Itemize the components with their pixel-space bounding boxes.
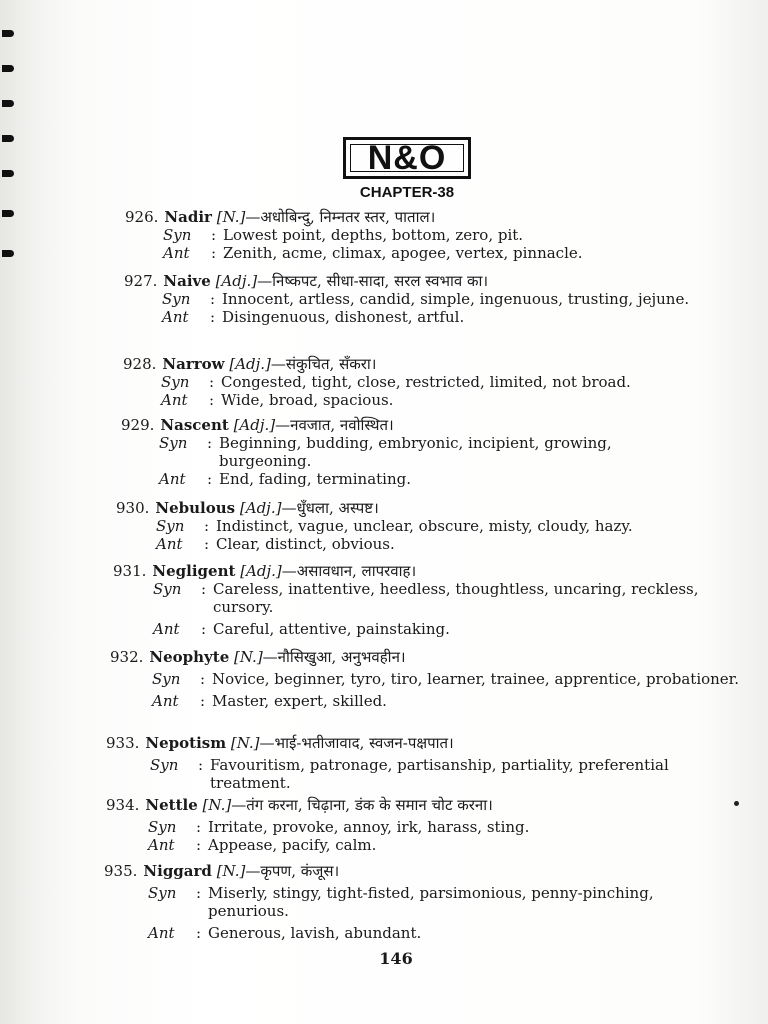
antonym-text: Zenith, acme, climax, apogee, vertex, pinnacle. bbox=[223, 244, 583, 262]
synonym-text: Novice, beginner, tyro, tiro, learner, trainee, apprentice, probationer. bbox=[212, 670, 739, 688]
synonym-text: Beginning, budding, embryonic, incipient, growing, burgeoning. bbox=[219, 434, 612, 470]
entry-word: Niggard bbox=[143, 862, 212, 880]
entry-number: 931. bbox=[113, 562, 147, 580]
separator: : bbox=[209, 373, 215, 391]
entry-pos: [N.] bbox=[234, 648, 263, 666]
synonym-label: Syn bbox=[161, 373, 190, 391]
entry-927 bbox=[124, 272, 724, 326]
antonym-text: Generous, lavish, abundant. bbox=[208, 924, 422, 942]
page-number: 146 bbox=[379, 949, 413, 968]
entry-932 bbox=[110, 648, 739, 710]
antonym-line bbox=[152, 692, 710, 710]
antonym-label: Ant bbox=[148, 924, 175, 942]
entry-pos: [Adj.] bbox=[215, 272, 258, 290]
antonym-label: Ant bbox=[161, 391, 188, 409]
separator: : bbox=[209, 391, 215, 409]
entry-meaning: —कृपण, कंजूस। bbox=[245, 862, 340, 880]
chapter-label: CHAPTER-38 bbox=[359, 184, 455, 201]
synonym-label: Syn bbox=[148, 818, 177, 836]
entry-number: 927. bbox=[124, 272, 158, 290]
synonym-line bbox=[153, 580, 713, 616]
entry-headline bbox=[125, 208, 725, 226]
binding-hole bbox=[2, 100, 14, 107]
synonym-label: Syn bbox=[159, 434, 188, 452]
antonym-text: Careful, attentive, painstaking. bbox=[213, 620, 450, 638]
separator: : bbox=[207, 434, 213, 452]
synonym-text: Careless, inattentive, heedless, thoughtless, uncaring, reckless, cursory. bbox=[213, 580, 699, 616]
synonym-label: Syn bbox=[162, 290, 191, 308]
entry-pos: [Adj.] bbox=[229, 355, 271, 373]
synonym-text: Irritate, provoke, annoy, irk, harass, sting. bbox=[208, 818, 530, 836]
antonym-text: Master, expert, skilled. bbox=[212, 692, 387, 710]
synonym-label: Syn bbox=[148, 884, 177, 902]
entry-word: Narrow bbox=[162, 355, 225, 373]
entry-word: Nascent bbox=[160, 416, 229, 434]
separator: : bbox=[198, 756, 204, 774]
entry-headline bbox=[106, 796, 706, 814]
separator: : bbox=[196, 836, 202, 854]
entry-933 bbox=[106, 734, 706, 792]
antonym-line bbox=[156, 535, 716, 553]
entry-number: 928. bbox=[123, 355, 157, 373]
separator: : bbox=[201, 580, 207, 598]
entry-931 bbox=[113, 562, 713, 638]
entry-word: Nepotism bbox=[145, 734, 227, 752]
synonym-text: Favouritism, patronage, partisanship, partiality, preferential treatment. bbox=[210, 756, 669, 792]
entry-meaning: —तंग करना, चिढ़ाना, डंक के समान चोट करना। bbox=[231, 796, 493, 814]
synonym-text: Indistinct, vague, unclear, obscure, misty, cloudy, hazy. bbox=[216, 517, 633, 535]
antonym-line bbox=[148, 924, 704, 942]
synonym-text: Miserly, stingy, tight-fisted, parsimonious, penny-pinching, penurious. bbox=[208, 884, 654, 920]
synonym-label: Syn bbox=[163, 226, 192, 244]
separator: : bbox=[204, 535, 210, 553]
entry-word: Negligent bbox=[152, 562, 236, 580]
antonym-line bbox=[153, 620, 713, 638]
antonym-label: Ant bbox=[153, 620, 180, 638]
synonym-line bbox=[152, 670, 739, 688]
synonym-text: Congested, tight, close, restricted, limited, not broad. bbox=[221, 373, 631, 391]
entry-meaning: —नवजात, नवोस्थित। bbox=[275, 416, 394, 434]
entry-number: 932. bbox=[110, 648, 144, 666]
spiral-binding bbox=[0, 20, 24, 280]
entry-number: 926. bbox=[125, 208, 159, 226]
entry-pos: [N.] bbox=[216, 208, 246, 226]
chapter-logo-text: N&O bbox=[367, 138, 447, 177]
entry-934 bbox=[106, 796, 706, 854]
antonym-label: Ant bbox=[152, 692, 179, 710]
synonym-text: Lowest point, depths, bottom, zero, pit. bbox=[223, 226, 524, 244]
entry-headline bbox=[116, 499, 716, 517]
synonym-line bbox=[148, 818, 706, 836]
entry-meaning: —असावधान, लापरवाह। bbox=[281, 562, 417, 580]
synonym-line bbox=[150, 756, 706, 792]
entry-word: Nettle bbox=[145, 796, 198, 814]
antonym-label: Ant bbox=[163, 244, 190, 262]
entry-pos: [Adj.] bbox=[233, 416, 276, 434]
entry-number: 933. bbox=[106, 734, 140, 752]
antonym-line bbox=[161, 391, 723, 409]
entry-headline bbox=[113, 562, 713, 580]
entry-number: 929. bbox=[121, 416, 155, 434]
separator: : bbox=[196, 818, 202, 836]
separator: : bbox=[200, 692, 206, 710]
synonym-label: Syn bbox=[156, 517, 185, 535]
entry-pos: [N.] bbox=[202, 796, 232, 814]
separator: : bbox=[196, 924, 202, 942]
entry-headline bbox=[104, 862, 704, 880]
synonym-line bbox=[156, 517, 716, 535]
entry-word: Nadir bbox=[164, 208, 212, 226]
antonym-text: Wide, broad, spacious. bbox=[221, 391, 394, 409]
entry-headline bbox=[106, 734, 706, 752]
entry-headline bbox=[123, 355, 723, 373]
entry-pos: [N.] bbox=[230, 734, 260, 752]
antonym-label: Ant bbox=[148, 836, 175, 854]
synonym-label: Syn bbox=[153, 580, 182, 598]
antonym-text: Disingenuous, dishonest, artful. bbox=[222, 308, 465, 326]
separator: : bbox=[200, 670, 206, 688]
synonym-label: Syn bbox=[150, 756, 179, 774]
entry-928 bbox=[123, 355, 723, 409]
antonym-label: Ant bbox=[156, 535, 183, 553]
entry-number: 934. bbox=[106, 796, 140, 814]
entry-headline bbox=[121, 416, 721, 434]
entry-935 bbox=[104, 862, 704, 942]
antonym-label: Ant bbox=[162, 308, 189, 326]
antonym-line bbox=[148, 836, 706, 854]
separator: : bbox=[210, 308, 216, 326]
synonym-line bbox=[162, 290, 724, 308]
synonym-text: Innocent, artless, candid, simple, ingenuous, trusting, jejune. bbox=[222, 290, 690, 308]
chapter-logo bbox=[343, 137, 471, 179]
separator: : bbox=[207, 470, 213, 488]
entry-number: 930. bbox=[116, 499, 150, 517]
binding-hole bbox=[2, 65, 14, 72]
separator: : bbox=[211, 226, 217, 244]
separator: : bbox=[210, 290, 216, 308]
entry-meaning: —धुँधला, अस्पष्ट। bbox=[281, 499, 379, 517]
entry-meaning: —भाई-भतीजावाद, स्वजन-पक्षपात। bbox=[259, 734, 454, 752]
antonym-line bbox=[162, 308, 724, 326]
separator: : bbox=[211, 244, 217, 262]
entry-number: 935. bbox=[104, 862, 138, 880]
synonym-line bbox=[148, 884, 704, 920]
synonym-label: Syn bbox=[152, 670, 181, 688]
entry-pos: [N.] bbox=[216, 862, 246, 880]
ink-speck bbox=[734, 801, 739, 806]
entry-pos: [Adj.] bbox=[239, 499, 282, 517]
antonym-label: Ant bbox=[159, 470, 186, 488]
entry-meaning: —नौसिखुआ, अनुभवहीन। bbox=[262, 648, 406, 666]
separator: : bbox=[201, 620, 207, 638]
binding-hole bbox=[2, 210, 14, 217]
entry-meaning: —निष्कपट, सीधा-सादा, सरल स्वभाव का। bbox=[257, 272, 489, 290]
antonym-line bbox=[159, 470, 721, 488]
synonym-line bbox=[159, 434, 721, 470]
synonym-line bbox=[161, 373, 723, 391]
antonym-text: Appease, pacify, calm. bbox=[208, 836, 377, 854]
binding-hole bbox=[2, 170, 14, 177]
entry-926 bbox=[125, 208, 725, 262]
antonym-line bbox=[163, 244, 725, 262]
entry-meaning: —संकुचित, सँकरा। bbox=[270, 355, 377, 373]
entry-930 bbox=[116, 499, 716, 553]
entry-pos: [Adj.] bbox=[240, 562, 282, 580]
antonym-text: End, fading, terminating. bbox=[219, 470, 411, 488]
entry-meaning: —अधोबिन्दु, निम्नतर स्तर, पाताल। bbox=[245, 208, 436, 226]
separator: : bbox=[196, 884, 202, 902]
entry-word: Nebulous bbox=[155, 499, 236, 517]
entry-headline bbox=[124, 272, 724, 290]
binding-hole bbox=[2, 135, 14, 142]
entry-word: Neophyte bbox=[149, 648, 230, 666]
synonym-line bbox=[163, 226, 725, 244]
binding-hole bbox=[2, 250, 14, 257]
entry-929 bbox=[121, 416, 721, 488]
entry-headline bbox=[110, 648, 710, 666]
separator: : bbox=[204, 517, 210, 535]
binding-hole bbox=[2, 30, 14, 37]
entry-word: Naive bbox=[163, 272, 211, 290]
antonym-text: Clear, distinct, obvious. bbox=[216, 535, 395, 553]
